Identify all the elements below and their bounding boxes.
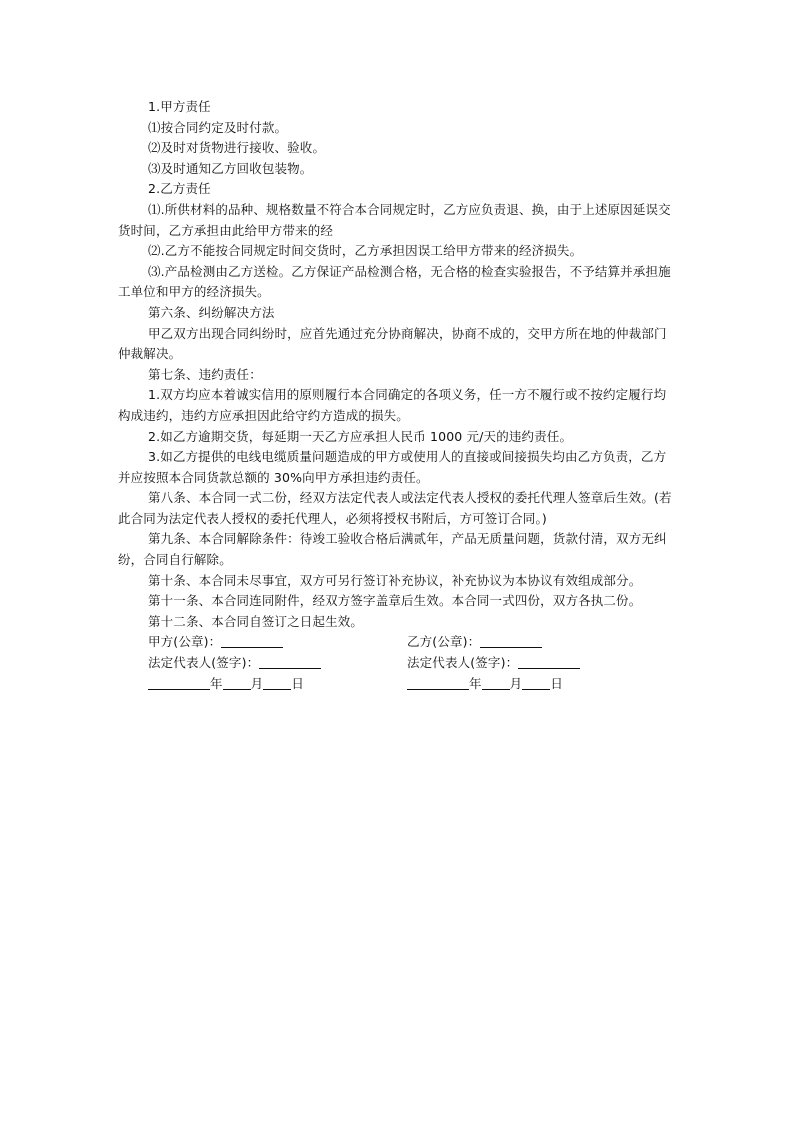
month-label: 月 [250, 675, 264, 691]
clause-paragraph: 1.甲方责任 [148, 99, 211, 114]
party-a-month-blank[interactable] [223, 675, 251, 690]
party-a-date [148, 674, 407, 695]
party-b-month-blank[interactable] [482, 675, 510, 690]
year-label: 年 [210, 675, 223, 691]
signature-row-representative [118, 653, 678, 674]
party-a-rep-label: 法定代表人(签字)： [148, 655, 260, 671]
clause-paragraph: 第十条、本合同未尽事宜，双方可另行签订补充协议，补充协议为本协议有效组成部分。 [148, 572, 642, 588]
clause-paragraph: ⑵及时对货物进行接收、验收。 [148, 140, 326, 156]
party-b-date [407, 674, 647, 695]
clause-paragraph: ⑴.所供材料的品种、规格数量不符合本合同规定时，乙方应负责退、换，由于上述原因延误交货时间，乙方承担由此给甲方带来的经 [118, 201, 671, 238]
month-label: 月 [509, 675, 523, 691]
clause-paragraph: ⑶.产品检测由乙方送检。乙方保证产品检测合格，无合格的检查实验报告，不予结算并承担施工单位和甲方的经济损失。 [118, 263, 671, 300]
clause-paragraph: 2.如乙方逾期交货，每延期一天乙方应承担人民币 1000 元/天的违约责任。 [148, 428, 573, 444]
clause-paragraph: 第八条、本合同一式二份，经双方法定代表人或法定代表人授权的委托代理人签章后生效。(若此合同为法定代表人授权的委托代理人，必须将授权书附后，方可签订合同。) [118, 490, 672, 526]
party-b-rep-label: 法定代表人(签字)： [407, 655, 519, 671]
party-b-seal-blank[interactable] [480, 633, 542, 648]
party-a-day-blank[interactable] [263, 675, 291, 690]
clause-paragraph: 1.双方均应本着诚实信用的原则履行本合同确定的各项义务，任一方不履行或不按约定履行均构成违约，违约方应承担因此给守约方造成的损失。 [118, 387, 667, 423]
party-a-seal-blank[interactable] [221, 633, 283, 648]
party-b-year-blank[interactable] [407, 675, 469, 690]
article-heading: 第六条、纠纷解决方法 [148, 304, 275, 320]
clause-paragraph: 3.如乙方提供的电线电缆质量问题造成的甲方或使用人的直接或间接损失均由乙方负责，乙方并应按照本合同货款总额的 30%向甲方承担违约责任。 [118, 449, 667, 485]
clause-paragraph: 第十二条、本合同自签订之日起生效。 [148, 613, 364, 629]
clause-paragraph: 2.乙方责任 [148, 181, 211, 197]
party-b-representative [407, 653, 647, 674]
signature-row-date [118, 674, 678, 695]
clause-paragraph: ⑶及时通知乙方回收包装物。 [148, 160, 313, 176]
day-label: 日 [550, 675, 563, 691]
clause-paragraph: 第九条、本合同解除条件：待竣工验收合格后满贰年，产品无质量问题，货款付清，双方无纠纷，合同自行解除。 [118, 531, 667, 568]
party-a-year-blank[interactable] [148, 675, 210, 690]
contract-body [118, 97, 678, 694]
party-a-seal-label: 甲方(公章)： [148, 634, 222, 650]
party-a-representative [148, 653, 407, 674]
party-b-seal-label: 乙方(公章)： [407, 634, 481, 650]
day-label: 日 [291, 675, 304, 691]
clause-paragraph: ⑴按合同约定及时付款。 [148, 119, 288, 135]
clause-paragraph: 甲乙双方出现合同纠纷时，应首先通过充分协商解决，协商不成的，交甲方所在地的仲裁部门仲裁解决。 [118, 325, 667, 362]
signature-row-seal [118, 632, 678, 653]
year-label: 年 [469, 675, 482, 691]
party-b-seal [407, 632, 647, 653]
party-a-seal [148, 632, 407, 653]
party-b-rep-blank[interactable] [518, 654, 580, 669]
party-b-day-blank[interactable] [522, 675, 550, 690]
clause-paragraph: ⑵.乙方不能按合同规定时间交货时，乙方承担因误工给甲方带来的经济损失。 [148, 243, 583, 259]
clause-paragraph: 第十一条、本合同连同附件，经双方签字盖章后生效。本合同一式四份，双方各执二份。 [148, 593, 642, 609]
article-heading: 第七条、违约责任： [148, 366, 262, 382]
party-a-rep-blank[interactable] [259, 654, 321, 669]
